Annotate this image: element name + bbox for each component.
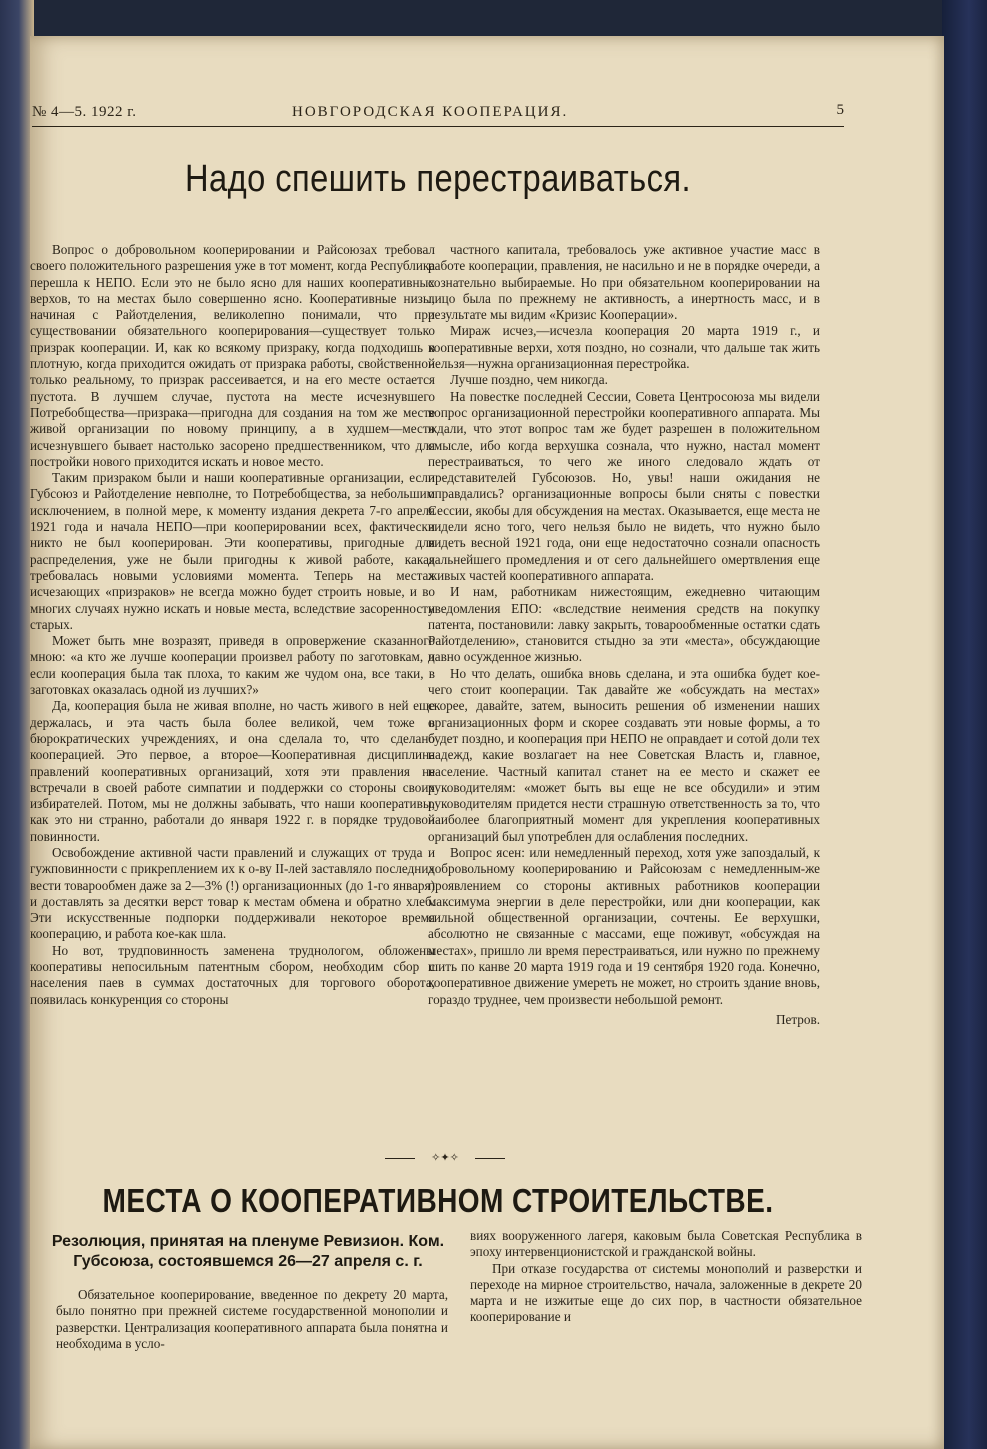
article1-title: Надо спешить перестраиваться. (184, 158, 692, 200)
page-header (32, 100, 844, 127)
paragraph: Но вот, трудповинность заменена труднологом, обложены кооперативы непосильным патентным сбором, необходим сбор с населения паев в суммах достаточных для торгового оборота, появилась конкуренция со стороны (30, 942, 435, 1007)
paragraph: Вопрос о добровольном кооперировании и Райсоюзах требовал своего положительного разрешения уже в тот момент, когда Республика перешла к НЕПО. Если это не было ясно для наших кооперативных верхов, то на местах было совершенно ясно. Кооперативные низы, начиная с Райотделения, великолепно понимали, что при существовании обязательного кооперирования—существует только призрак кооперации. И, как ко всякому призраку, когда подходишь в плотную, когда приходится ожидать от призрака работы, свойственной только реальному, то призрак рассеивается, и на его месте остается пустота. В лучшем случае, пустота на месте исчезнувшего Потребобщества—призрака—пригодна для создания на том же месте живой организации по новому принципу, а в худшем—место исчезнувшего бывает настолько засорено предшественником, что для постройки нового приходится искать и новое место. (30, 242, 435, 469)
journal-title: НОВГОРОДСКАЯ КООПЕРАЦИЯ. (292, 104, 569, 120)
article2-right-column (470, 1228, 862, 1326)
article2-subtitle: Резолюция, принятая на пленуме Ревизион. Ком. Губсоюза, состоявшемся 26—27 апреля с. г. (51, 1233, 445, 1270)
paragraph: Лучше поздно, чем никогда. (450, 372, 608, 388)
issue-number: № 4—5. 1922 г. (32, 104, 137, 120)
paragraph: виях вооруженного лагеря, каковым была Советская Республика в эпоху интервенционистской и гражданской войны. (470, 1228, 862, 1260)
paragraph: Таким призраком были и наши кооперативные организации, если Губсоюз и Райотделение невполне, то Потребобщества, за небольшим исключением, в полной мере, к моменту издания декрета 7-го апреля 1921 года и начала НЕПО—при кооперировании всех, фактически никто не был кооперирован. Эти кооперативы, пригодные для распределения, уже не были пригодны к живой работе, какая требовалась новыми условиями момента. Теперь на местах исчезающих «призраков» не всегда можно будет строить новые, и во многих случаях нужно искать и новые места, вследствие засоренности старых. (30, 470, 435, 632)
paragraph: Но что делать, ошибка вновь сделана, и эта ошибка будет кое-чего стоит кооперации. Так давайте же «обсуждать на местах» скорее, давайте, затем, выносить решения об изменении наших организационных форм и скорее создавать эти новые формы, а то будет поздно, и кооперация при НЕПО не оправдает и сотой доли тех надежд, какие возлагает на нее Советская Власть и, главное, население. Частный капитал станет на ее место и скажет ее руководителям: «может быть вы еще не все обсудили» и этим руководителям придется нести страшную ответственность за то, что наиболее благоприятный момент для укрепления кооперативных организаций был употреблен для ослабления последних. (428, 665, 820, 844)
paragraph: На повестке последней Сессии, Совета Центросоюза мы видели вопрос организационной перестройки кооперативного аппарата. Мы ждали, что этот вопрос там же будет разрешен в положительном смысле, ибо когда верхушка сознала, что нужно, настал момент перестраиваться, то чего же иного следовало ждать от представителей Губсоюзов. Но, увы! наши ожидания не оправдались? организационные вопросы были сняты с повестки Сессии, якобы для обсуждения на местах. Оказывается, еще места не видели ясно того, чего нельзя было не видеть, что нужно было видеть весной 1921 года, они еще недостаточно сознали опасность дальнейшего промедления и от сего дальнейшего омертвления еще живых частей кооперативного аппарата. (428, 388, 820, 583)
paragraph: Да, кооперация была не живая вполне, но часть живого в ней еще держалась, и эта часть была более великой, чем тоже в бюрократических учреждениях, и она сделала то, что сделано кооперацией. Это первое, а второе—Кооперативная дисциплина правлений кооперативных организаций, хотя эти правления не встречали в своей работе симпатии и поддержки со стороны своих избирателей. Потом, мы не должны забывать, что наши кооперативы, как это ни странно, работали до января 1922 г. в порядке трудовой повинности. (30, 698, 435, 844)
ornament-divider: ✧✦✧ (385, 1152, 505, 1164)
paragraph: И нам, работникам нижестоящим, ежедневно читающим уведомления ЕПО: «вследствие неимения средств на покупку патента, постановили: лавку закрыть, товарообменные остатки сдать Райотделению», становится стыдно за эти «места», обсуждающие давно осужденное жизнью. (428, 584, 820, 665)
paragraph: Может быть мне возразят, приведя в опровержение сказанного мною: «а кто же лучше кооперации произвел работу по заготовкам, и если кооперация была так плоха, то каким же чудом она, все таки, в заготовках оказалась одной из лучших?» (30, 633, 435, 698)
article1-signature: Петров. (775, 1011, 820, 1027)
article1-right-column (428, 242, 820, 1028)
paragraph: Освобождение активной части правлений и служащих от труда и гужповинности с прикреплением их к о-ву II-лей заставляло последних вести товарообмен даже за 2—3% (!) организационных (до 1-го января) и доставлять за десятки верст товар к местам обмена и обратно хлеб. Эти искусственные подпорки поддерживали некоторое время кооперацию, и работа кое-как шла. (30, 844, 435, 942)
book-binding-left (0, 0, 34, 1449)
article2-title: МЕСТА О КООПЕРАТИВНОМ СТРОИТЕЛЬСТВЕ. (102, 1182, 774, 1219)
paragraph: частного капитала, требовалось уже активное участие масс в работе кооперации, правления, не насильно и не в порядке очереди, а сознательно выбираемые. Но при обязательном кооперировании на лицо была по прежнему не активность, а инертность масс, и в результате мы видим «Кризис Кооперации». (428, 242, 820, 323)
article2-left-column (56, 1287, 448, 1352)
paragraph: Обязательное кооперирование, введенное по декрету 20 марта, было понятно при прежней системе государственной монополии и разверстки. Централизация кооперативного аппарата была понятна и необходима в усло- (56, 1287, 448, 1351)
book-binding-right (942, 0, 987, 1449)
paragraph: Мираж исчез,—исчезла кооперация 20 марта 1919 г., и кооперативные верхи, хотя поздно, но сознали, что дальше так жить нельзя—нужна организационная перестройка. (428, 323, 820, 372)
paragraph: При отказе государства от системы монополий и разверстки и переходе на мирное строительство, начала, заложенные в декрете 20 марта и не изжитые еще до сих пор, в частности обязательное кооперирование и (470, 1260, 862, 1325)
page-number: 5 (836, 102, 844, 118)
paragraph: Вопрос ясен: или немедленный переход, хотя уже запоздалый, к добровольному кооперированию и Райсоюзам с немедленным-же проявлением со стороны активных работников кооперации максимума энергии в деле перестройки, или дни кооперации, как сильной общественной организации, сочтены. Ее верхушки, абсолютно не связанные с массами, еще поживут, «обсуждая на местах», пришло ли время перестраиваться, или нужно по прежнему шить по канве 20 марта 1919 года и 19 сентября 1920 года. Конечно, кооперативное движение умереть не может, но строить здание вновь, гораздо труднее, чем произвести небольшой ремонт. (428, 844, 820, 1007)
article1-left-column (30, 242, 435, 1008)
